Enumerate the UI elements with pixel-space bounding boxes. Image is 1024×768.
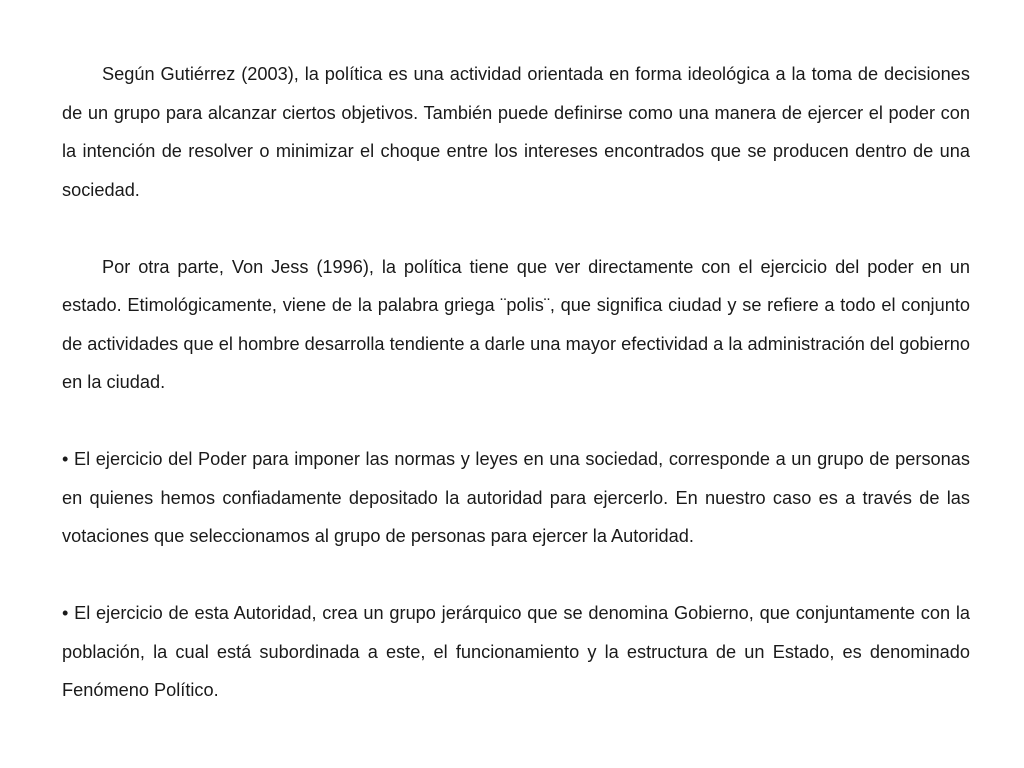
- paragraph-gutierrez-definition: Según Gutiérrez (2003), la política es una actividad orientada en forma ideológica a la toma de decisiones de un grupo para alcanzar ciertos objetivos. También puede definirse como una manera de ejercer el poder con la intención de resolver o minimizar el choque entre los intereses encontrados que se producen dentro de una sociedad.: [62, 64, 970, 200]
- paragraph-spacer: [62, 402, 970, 441]
- paragraph-spacer: [62, 209, 970, 248]
- document-body: [62, 55, 970, 710]
- bullet-political-phenomenon: • El ejercicio de esta Autoridad, crea un grupo jerárquico que se denomina Gobierno, que conjuntamente con la población, la cual está subordinada a este, el funcionamiento y la estructura de un Estado, es denominado Fenómeno Político.: [62, 603, 970, 700]
- paragraph-spacer: [62, 556, 970, 595]
- paragraph-von-jess-definition: Por otra parte, Von Jess (1996), la política tiene que ver directamente con el ejercicio del poder en un estado. Etimológicamente, viene de la palabra griega ¨polis¨, que significa ciudad y se refiere a todo el conjunto de actividades que el hombre desarrolla tendiente a darle una mayor efectividad a la administración del gobierno en la ciudad.: [62, 256, 970, 392]
- bullet-exercise-of-power: • El ejercicio del Poder para imponer las normas y leyes en una sociedad, corresponde a un grupo de personas en quienes hemos confiadamente depositado la autoridad para ejercerlo. En nuestro caso es a través de las votaciones que seleccionamos al grupo de personas para ejercer la Autoridad.: [62, 449, 970, 546]
